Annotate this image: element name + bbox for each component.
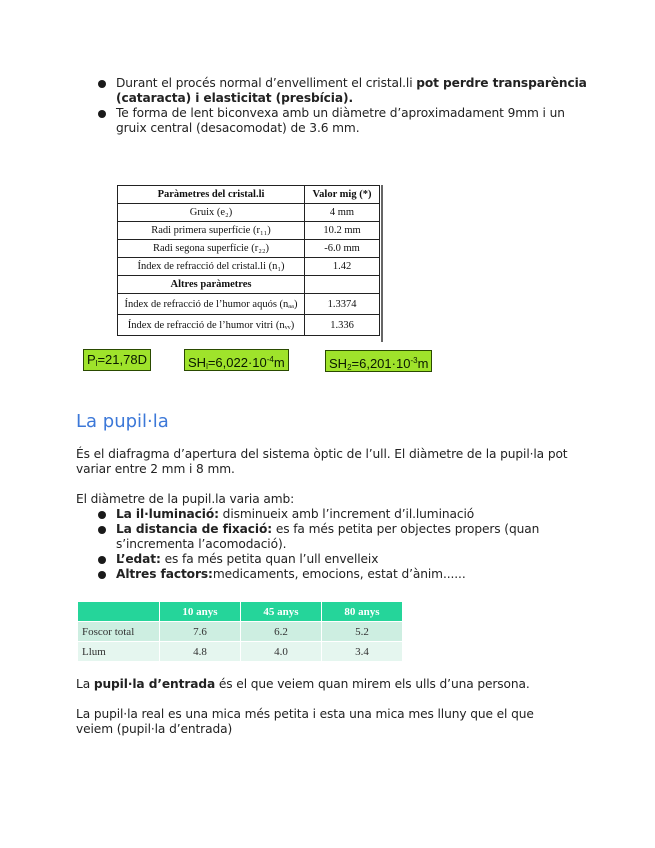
table-header-cell: 80 anys xyxy=(322,602,403,622)
table-subheader-cell: Altres paràmetres xyxy=(118,276,305,294)
table-cell: 5.2 xyxy=(322,622,403,642)
table-cell: Índex de refracció del cristal.li (n₁) xyxy=(118,258,305,276)
sh2-formula xyxy=(325,350,432,372)
paragraph: És el diafragma d’apertura del sistema òptic de l’ull. El diàmetre de la pupil·la pot variar entre 2 mm i 8 mm. xyxy=(76,447,568,476)
table-cell: 1.42 xyxy=(305,258,380,276)
bullet-text: es fa més petita quan l’ull envelleix xyxy=(160,552,379,566)
table-row-label: Llum xyxy=(78,642,160,662)
bullet-bold-text: L’edat: xyxy=(116,552,161,566)
table-row-label: Foscor total xyxy=(78,622,160,642)
formula-subscript: 2 xyxy=(347,363,352,372)
table-cell: 1.3374 xyxy=(305,294,380,315)
formula-value: =6,201·10 xyxy=(351,356,411,371)
bullet-bold-text: La il·luminació: xyxy=(116,507,219,521)
table-header-row xyxy=(78,602,403,622)
factor-bullet-list xyxy=(116,507,556,582)
paragraph xyxy=(76,677,596,692)
table-cell: Gruix (e₂) xyxy=(118,204,305,222)
paragraph-text: La xyxy=(76,677,94,691)
table-header-cell: 10 anys xyxy=(160,602,241,622)
list-item xyxy=(116,507,556,522)
table-header-cell: 45 anys xyxy=(241,602,322,622)
table-cell: 4 mm xyxy=(305,204,380,222)
bullet-icon xyxy=(98,110,106,118)
table-cell: Índex de refracció de l’humor aquós (nₐₐ) xyxy=(118,294,305,315)
table-header-cell xyxy=(78,602,160,622)
table-row xyxy=(118,315,380,336)
table-header-cell: Valor mig (*) xyxy=(305,186,380,204)
formula-symbol: SH xyxy=(188,355,207,370)
sh1-formula xyxy=(184,349,289,371)
formula-subscript: l xyxy=(206,362,208,371)
table-header-row xyxy=(118,186,380,204)
paragraph: La pupil·la real es una mica més petita i esta una mica mes lluny que el que veiem (pupil·la d’entrada) xyxy=(76,707,534,736)
paragraph: El diàmetre de la pupil.la varia amb: xyxy=(76,492,295,506)
formula-value: =6,022·10 xyxy=(207,355,267,370)
table-cell: 10.2 mm xyxy=(305,222,380,240)
list-item xyxy=(116,106,596,136)
table-row xyxy=(118,258,380,276)
bullet-icon xyxy=(98,511,106,519)
cristal-parameters-table xyxy=(117,185,380,336)
table-cell: Radi segona superfície (r₂₂) xyxy=(118,240,305,258)
bullet-icon xyxy=(98,571,106,579)
table-cell: -6.0 mm xyxy=(305,240,380,258)
table-cell: 3.4 xyxy=(322,642,403,662)
table-row xyxy=(118,222,380,240)
table-row xyxy=(118,204,380,222)
bullet-text: disminueix amb l’increment d’il.luminació xyxy=(218,507,475,521)
table-cell: 4.8 xyxy=(160,642,241,662)
table-cell: 6.2 xyxy=(241,622,322,642)
bullet-icon xyxy=(98,526,106,534)
bullet-text: es fa més petita per objectes propers (quan s’incrementa l’acomodació). xyxy=(116,522,540,551)
pupil-diameter-table xyxy=(77,601,403,662)
formula-symbol: P xyxy=(87,352,96,367)
table-cell xyxy=(305,276,380,294)
bullet-icon xyxy=(98,556,106,564)
table-row xyxy=(118,240,380,258)
bullet-bold-text: pot perdre transparència (cataracta) i elasticitat (presbícia). xyxy=(116,76,587,105)
table-cell: Radi primera superfície (r₁₁) xyxy=(118,222,305,240)
bullet-text: Durant el procés normal d’envelliment el cristal.li xyxy=(116,76,417,90)
list-item xyxy=(116,552,556,567)
formula-exponent: -4 xyxy=(266,355,274,364)
formula-subscript: l xyxy=(95,359,98,368)
section-title: La pupil·la xyxy=(76,411,169,432)
paragraph-text: és el que veiem quan mirem els ulls d’una persona. xyxy=(215,677,530,691)
paragraph-bold-text: pupil·la d’entrada xyxy=(93,677,216,691)
formula-exponent: -3 xyxy=(410,356,418,365)
table-cell: 4.0 xyxy=(241,642,322,662)
table-row xyxy=(78,642,403,662)
list-item xyxy=(116,76,596,106)
table-cell: 7.6 xyxy=(160,622,241,642)
table-shadow xyxy=(381,185,383,342)
list-item xyxy=(116,567,556,582)
bullet-icon xyxy=(98,80,106,88)
power-formula xyxy=(83,349,151,371)
bullet-bold-text: Altres factors: xyxy=(116,567,213,581)
bullet-bold-text: La distancia de fixació: xyxy=(116,522,273,536)
table-row xyxy=(118,294,380,315)
table-row xyxy=(78,622,403,642)
formula-unit: m xyxy=(273,355,285,370)
table-cell: Índex de refracció de l’humor vitri (nᵥᵥ) xyxy=(118,315,305,336)
formula-unit: m xyxy=(417,356,429,371)
bullet-text: medicaments, emocions, estat d’ànim...... xyxy=(212,567,466,581)
list-item xyxy=(116,522,556,552)
table-row xyxy=(118,276,380,294)
formula-value: =21,78D xyxy=(97,352,147,367)
table-header-cell: Paràmetres del cristal.li xyxy=(118,186,305,204)
intro-bullet-list xyxy=(116,76,596,136)
formula-symbol: SH xyxy=(329,356,348,371)
table-cell: 1.336 xyxy=(305,315,380,336)
bullet-text: Te forma de lent biconvexa amb un diàmetre d’aproximadament 9mm i un gruix central (desacomodat) de 3.6 mm. xyxy=(116,106,565,135)
